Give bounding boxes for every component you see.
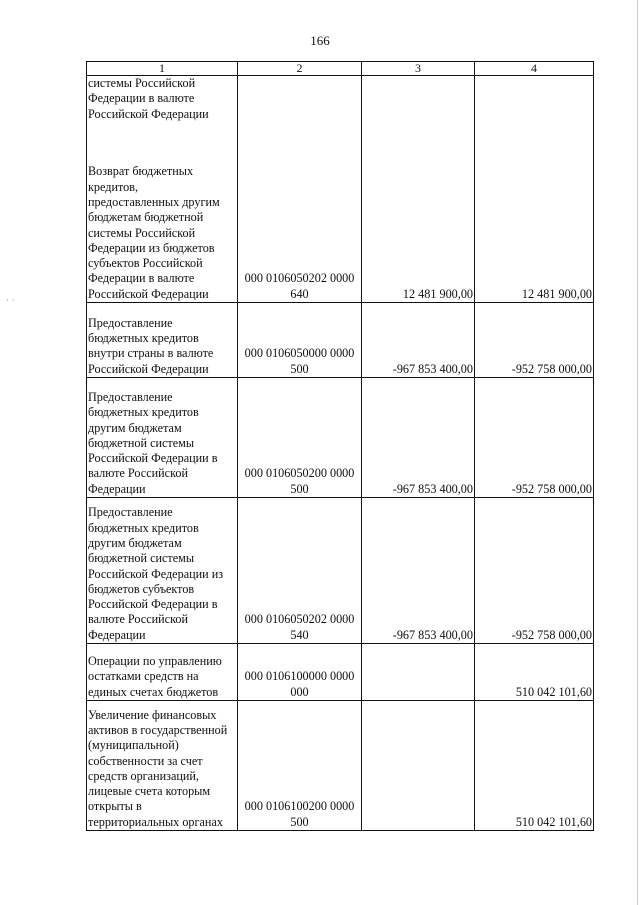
row-value-col3: 12 481 900,00 xyxy=(362,148,475,303)
table-row xyxy=(87,303,594,378)
row-name-cell: Предоставление бюджетных кредитов внутри страны в валюте Российской Федерации xyxy=(87,303,238,378)
row-name-cell: Возврат бюджетных кредитов, предоставленных другим бюджетам бюджетной системы Российской Федерации из бюджетов субъектов Российской Федерации в валюте Российской Федерации xyxy=(87,148,238,303)
row-name-cell: Увеличение финансовых активов в государственной (муниципальной) собственности за счет средств организаций, лицевые счета которым открыты в территориальных органах xyxy=(87,701,238,831)
row-value-col4: 510 042 101,60 xyxy=(475,701,594,831)
row-code-cell: 000 0106050200 0000 500 xyxy=(238,378,362,498)
row-name-cell: системы Российской Федерации в валюте Российской Федерации xyxy=(87,76,238,148)
row-value-col4: 12 481 900,00 xyxy=(475,148,594,303)
table-row xyxy=(87,701,594,831)
row-value-col3: -967 853 400,00 xyxy=(362,378,475,498)
table-row xyxy=(87,378,594,498)
header-column-3: 3 xyxy=(362,62,475,76)
row-value-col4: -952 758 000,00 xyxy=(475,378,594,498)
row-name-cell: Предоставление бюджетных кредитов другим бюджетам бюджетной системы Российской Федерации в валюте Российской Федерации xyxy=(87,378,238,498)
page-number: 166 xyxy=(310,33,330,48)
table-row xyxy=(87,148,594,303)
row-value-col3 xyxy=(362,644,475,701)
header-column-2: 2 xyxy=(238,62,362,76)
row-value-col4: -952 758 000,00 xyxy=(475,498,594,644)
row-value-col3: -967 853 400,00 xyxy=(362,498,475,644)
budget-sources-table xyxy=(86,61,594,831)
scan-margin-mark: · · xyxy=(6,296,15,306)
row-value-col4: 510 042 101,60 xyxy=(475,644,594,701)
row-code-cell: 000 0106050000 0000 500 xyxy=(238,303,362,378)
scan-edge-line xyxy=(637,0,638,905)
row-code-cell: 000 0106100000 0000 000 xyxy=(238,644,362,701)
table-header-row xyxy=(87,62,594,76)
row-value-col3 xyxy=(362,701,475,831)
table-row xyxy=(87,644,594,701)
row-value-col3: -967 853 400,00 xyxy=(362,303,475,378)
row-value-col3 xyxy=(362,76,475,148)
header-column-1: 1 xyxy=(87,62,238,76)
row-code-cell: 000 0106050202 0000 640 xyxy=(238,148,362,303)
row-code-cell xyxy=(238,76,362,148)
row-name-cell: Операции по управлению остатками средств на единых счетах бюджетов xyxy=(87,644,238,701)
row-value-col4 xyxy=(475,76,594,148)
table-row xyxy=(87,76,594,148)
row-value-col4: -952 758 000,00 xyxy=(475,303,594,378)
row-code-cell: 000 0106100200 0000 500 xyxy=(238,701,362,831)
row-name-cell: Предоставление бюджетных кредитов другим бюджетам бюджетной системы Российской Федерации из бюджетов субъектов Российской Федерации в валюте Российской Федерации xyxy=(87,498,238,644)
table-row xyxy=(87,498,594,644)
row-code-cell: 000 0106050202 0000 540 xyxy=(238,498,362,644)
header-column-4: 4 xyxy=(475,62,594,76)
